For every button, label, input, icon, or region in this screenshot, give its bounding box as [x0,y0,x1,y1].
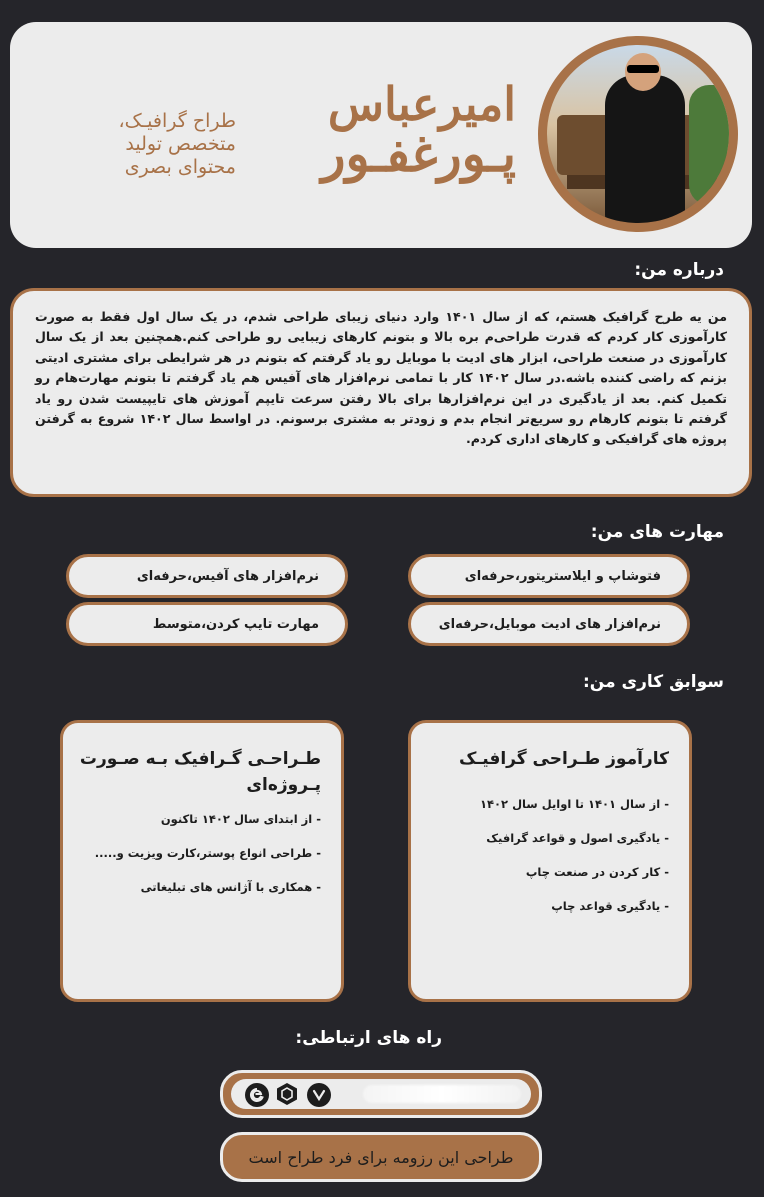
experience-card-freelance [60,720,344,1002]
contact-bar [220,1070,542,1118]
bale-icon[interactable] [307,1083,331,1107]
skill-item: فتوشاپ و ایلاستریتور،حرفه‌ای [408,554,690,598]
list-item: - همکاری با آژانس های تبلیغاتی [79,880,321,894]
skill-item: نرم‌افزار های ادیت موبایل،حرفه‌ای [408,602,690,646]
job-title [66,110,236,178]
header-card [10,22,752,248]
card-title: کارآموز طـراحی گرافیـک [459,749,669,769]
name-last: پـورغفـور [321,124,516,184]
list-item: - از ابتدای سال ۱۴۰۲ تاکنون [79,812,321,826]
blurred-contact-id [363,1085,521,1103]
skill-item: مهارت تایپ کردن،متوسط [66,602,348,646]
rubika-icon[interactable] [275,1082,299,1106]
person-name [216,77,516,184]
list-item: - کار کردن در صنعت چاپ [427,865,669,879]
role-line: متخصص تولید [125,132,236,155]
about-text: من یه طرح گرافیک هستم، که از سال ۱۴۰۱ وارد دنیای زیبای طراحی شدم، در یک سال اول فقط به صورت کارآموزی کار کردم که قدرت طراحی‌م بره بالا و بتونم کارهای زیبایی رو طراحی کنم.همچنین بعد از یک سال کارآموزی در صنعت طراحی، ابزار های ادیت با موبایل رو یاد گرفتم که بتونم در هر شرایطی برای مشتری ادیتی بزنم که راضی کننده باشه.در سال ۱۴۰۲ کار با تمامی نرم‌افزار های آفیس هم یاد گرفتم تا بتونم مهارت‌هام رو تکمیل کنم. بعد از یادگیری در این نرم‌افزارها برای بالا رفتن سرعت تایپم آموزش های تایپیست شدن رو یاد گرفتم تا بتونم کارهام رو سریع‌تر انجام بدم و زودتر به مشتری برسونم. در اواسط سال ۱۴۰۲ شروع به گرفتن پروژه های گرافیکی و کارهای اداری کردم. [10,288,752,497]
skill-item: نرم‌افزار های آفیس،حرفه‌ای [66,554,348,598]
skills-title: مهارت های من: [590,522,724,542]
contact-title: راه های ارتباطی: [295,1028,442,1048]
name-first: امیرعباس [327,77,516,131]
list-item: - طراحی انواع پوستر،کارت ویزیت و..... [79,846,321,860]
experience-card-intern [408,720,692,1002]
contact-field [231,1079,531,1109]
role-line: محتوای بصری [124,155,236,178]
footer-note: طراحی این رزومه برای فرد طراح است [220,1132,542,1182]
role-line: طراح گرافیـک، [118,110,236,132]
list-item: - از سال ۱۴۰۱ تا اوایل سال ۱۴۰۲ [427,797,669,811]
about-title: درباره من: [634,260,724,280]
card-title: طـراحـی گـرافیک بـه صـورت پـروژه‌ای [79,749,321,795]
profile-photo [538,36,738,232]
eitaa-icon[interactable] [245,1083,269,1107]
list-item: - یادگیری اصول و قواعد گرافیک [427,831,669,845]
experience-title: سوابق کاری من: [582,672,724,692]
list-item: - یادگیری قواعد چاپ [427,899,669,913]
